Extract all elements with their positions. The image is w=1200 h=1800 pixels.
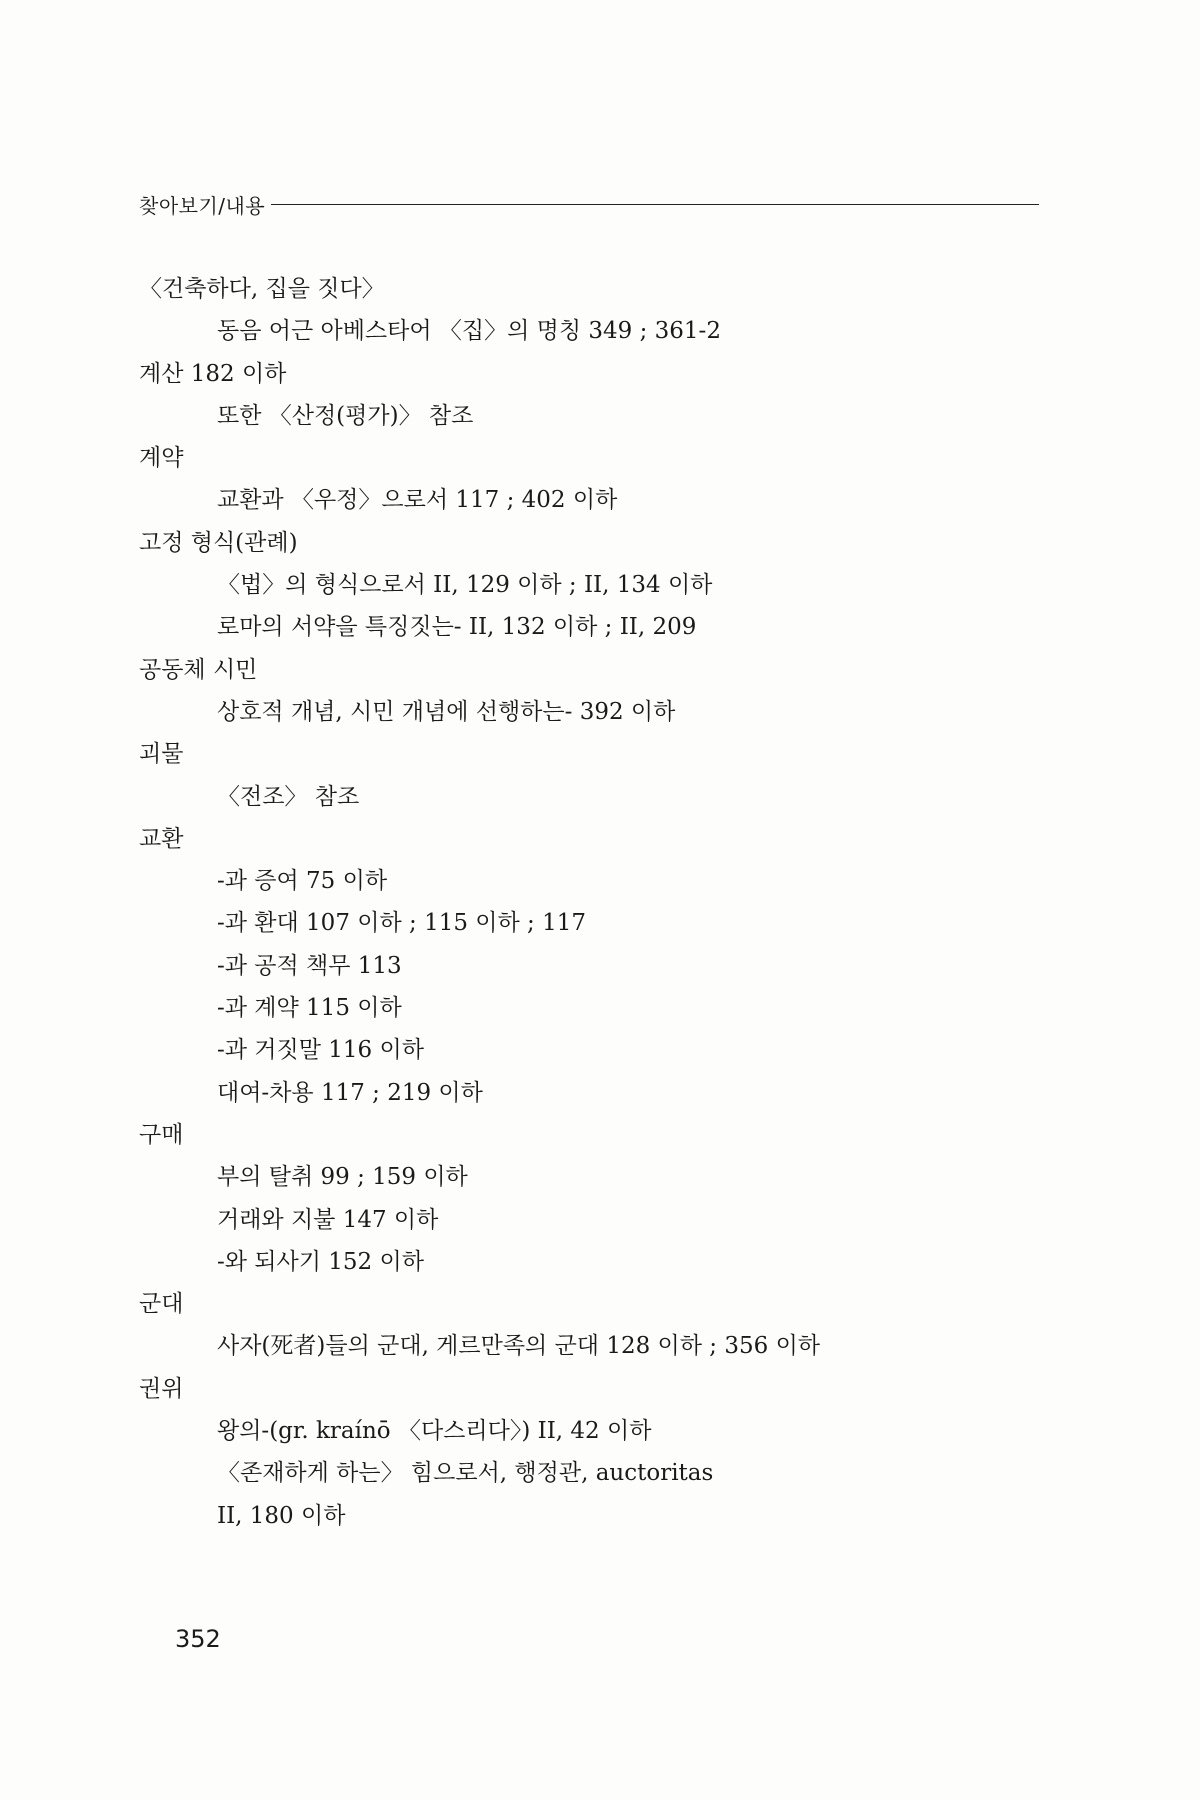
index-entry: 괴물 [139,741,184,768]
index-subentry: 동음 어근 아베스타어 〈집〉의 명칭 349 ; 361-2 [217,318,721,345]
index-subentry: 거래와 지불 147 이하 [217,1206,439,1233]
index-subentry: -과 거짓말 116 이하 [217,1037,424,1064]
running-head [139,190,1039,218]
index-subentry: 부의 탈취 99 ; 159 이하 [217,1164,468,1191]
index-subentry: 왕의-(gr. kraínō 〈다스리다〉) II, 42 이하 [217,1418,652,1445]
running-head-rule [271,204,1039,205]
index-entries [139,268,1039,1537]
index-subentry: -과 환대 107 이하 ; 115 이하 ; 117 [217,910,586,937]
index-entry: 구매 [139,1121,184,1148]
index-subentry: II, 180 이하 [217,1502,346,1529]
index-subentry: 〈법〉의 형식으로서 II, 129 이하 ; II, 134 이하 [217,572,713,599]
index-entry: 계약 [139,445,184,472]
index-subentry: -과 증여 75 이하 [217,868,388,895]
index-subentry: 대여-차용 117 ; 219 이하 [217,1079,483,1106]
index-subentry: 〈존재하게 하는〉 힘으로서, 행정관, auctoritas [217,1460,714,1487]
running-head-title: 찾아보기/내용 [139,193,266,218]
index-entry: 교환 [139,825,184,852]
index-entry: 권위 [139,1375,184,1402]
index-subentry: 교환과 〈우정〉으로서 117 ; 402 이하 [217,487,618,514]
index-entry: 계산 182 이하 [139,360,287,387]
index-subentry: -와 되사기 152 이하 [217,1248,424,1275]
index-subentry: -과 공적 책무 113 [217,952,402,979]
index-subentry: 사자(死者)들의 군대, 게르만족의 군대 128 이하 ; 356 이하 [217,1333,821,1360]
index-subentry: -과 계약 115 이하 [217,995,402,1022]
index-subentry: 상호적 개념, 시민 개념에 선행하는- 392 이하 [217,698,676,725]
index-entry: 군대 [139,1291,184,1318]
index-entry: 〈건축하다, 집을 짓다〉 [139,276,385,302]
index-subentry: 또한 〈산정(평가)〉 참조 [217,402,474,429]
index-entry: 고정 형식(관례) [139,529,298,556]
page-number: 352 [175,1625,221,1653]
index-subentry: 로마의 서약을 특징짓는- II, 132 이하 ; II, 209 [217,614,697,641]
index-entry: 공동체 시민 [139,656,258,683]
index-subentry: 〈전조〉 참조 [217,783,360,810]
